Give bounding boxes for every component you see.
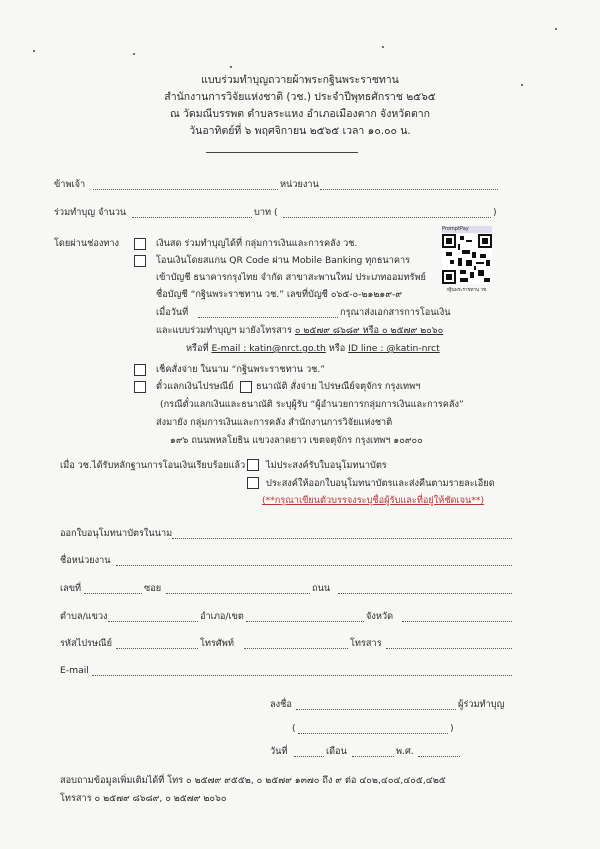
address: ๑๙๖ ถนนพหลโยธิน แขวงลาดยาว เขตจตุจักร กรุงเทพฯ ๑๐๙๐๐	[170, 435, 423, 446]
month-field[interactable]	[352, 746, 394, 757]
qr-caption: กฐินพระราชทาน วช.	[446, 288, 488, 293]
form-venue: ณ วัดมณีบรรพต ตำบลระแหง อำเภอเมืองตาก จังหวัดตาก	[169, 108, 431, 120]
send-to: ส่งมายัง กลุ่มการเงินและการคลัง สำนักงานการวิจัยแห่งชาติ	[156, 417, 393, 428]
scan-speck	[133, 53, 135, 55]
cheque-option: เช็คสั่งจ่าย ในนาม “กฐินพระราชทาน วช.”	[156, 364, 326, 375]
receipt-label: เมื่อ วช.ได้รับหลักฐานการโอนเงินเรียบร้อยแล้ว	[60, 460, 246, 471]
fax-field-label: โทรสาร	[350, 638, 382, 649]
header-divider	[206, 152, 358, 153]
soi-label: ซอย	[144, 583, 162, 594]
subdistrict-field[interactable]	[108, 611, 198, 622]
account-name: ชื่อบัญชี “กฐินพระราชทาน วช.” เลขที่บัญชี	[156, 289, 328, 300]
soi-field[interactable]	[166, 583, 310, 594]
phone-field[interactable]	[244, 638, 348, 649]
transfer-checkbox[interactable]	[134, 255, 146, 267]
transfer-line-1: โอนเงินโดยสแกน QR Code ผ่าน Mobile Banking ทุกธนาคาร	[156, 255, 411, 266]
no-receipt-option: ไม่ประสงค์รับใบอนุโมทนาบัตร	[266, 460, 387, 471]
name-field[interactable]	[93, 179, 278, 190]
form-datetime: วันอาทิตย์ที่ ๖ พฤศจิกายน ๒๕๖๕ เวลา ๑๐.๐๐ น.	[189, 125, 411, 137]
channel-label: โดยผ่านช่องทาง	[54, 238, 120, 249]
agency-name-label: ชื่อหน่วยงาน	[60, 555, 111, 566]
receipt-note: (**กรุณาเขียนตัวบรรจงระบุชื่อผู้รับและที่อยู่ให้ชัดเจน**)	[262, 495, 485, 506]
form-title: แบบร่วมทำบุญถวายผ้าพระกฐินพระราชทาน	[201, 74, 399, 86]
no-receipt-checkbox[interactable]	[247, 459, 259, 471]
road-label: ถนน	[312, 583, 331, 594]
issue-name-field[interactable]	[172, 528, 512, 539]
cheque-checkbox[interactable]	[134, 364, 146, 376]
promptpay-label: PromptPay	[442, 226, 492, 233]
transfer-date-label: เมื่อวันที่	[156, 307, 189, 318]
scan-speck	[382, 46, 384, 48]
want-receipt-checkbox[interactable]	[247, 477, 259, 489]
money-order-checkbox[interactable]	[240, 381, 252, 393]
postal-order-checkbox[interactable]	[134, 381, 146, 393]
email-label: E-mail	[60, 665, 89, 676]
baht-close: )	[493, 207, 497, 218]
line-id-link[interactable]: ID line : @katin-nrct	[348, 343, 440, 354]
paren-open: (	[292, 723, 296, 734]
footer-fax: โทรสาร ๐ ๒๕๗๙ ๘๖๘๙, ๐ ๒๕๗๙ ๒๐๖๐	[60, 793, 227, 804]
qr-pattern	[442, 234, 492, 284]
postal-order-option: ตั๋วแลกเงินไปรษณีย์	[156, 381, 234, 392]
fax-line	[156, 325, 443, 337]
scan-speck	[230, 66, 232, 68]
fax-field[interactable]	[386, 638, 512, 649]
email-field[interactable]	[92, 665, 512, 676]
transfer-line-2: เข้าบัญชี ธนาคารกรุงไทย จำกัด สาขาสะพานใหม่ ประเภทออมทรัพย์	[156, 272, 426, 283]
transfer-date-field[interactable]	[198, 307, 338, 318]
scan-speck	[33, 50, 35, 52]
email-link[interactable]: E-mail : katin@nrct.go.th	[211, 343, 326, 354]
signature-field[interactable]	[296, 699, 456, 710]
sign-label: ลงชื่อ	[270, 699, 292, 710]
line-prefix: หรือ	[328, 343, 346, 354]
postcode-label: รหัสไปรษณีย์	[60, 638, 112, 649]
fax-label: และแบบร่วมทำบุญฯ มายังโทรสาร	[156, 325, 292, 336]
house-no-label: เลขที่	[60, 583, 82, 594]
form-organization: สำนักงานการวิจัยแห่งชาติ (วช.) ประจำปีพุทธศักราช ๒๕๖๕	[164, 91, 436, 103]
date-label: วันที่	[270, 746, 288, 757]
road-field[interactable]	[338, 583, 512, 594]
cash-checkbox[interactable]	[134, 238, 146, 250]
year-label: พ.ศ.	[396, 746, 414, 757]
account-number: ๐๖๕-๐-๒๑๒๑๙-๙	[330, 289, 403, 300]
province-field[interactable]	[402, 611, 512, 622]
date-field[interactable]	[294, 746, 324, 757]
want-receipt-option: ประสงค์ให้ออกใบอนุโมทนาบัตรและส่งคืนตามรายละเอียด	[266, 478, 495, 489]
fax-number: ๐ ๒๕๗๙ ๘๖๘๙ หรือ ๐ ๒๕๗๙ ๒๐๖๐	[294, 325, 444, 336]
agency-label: หน่วยงาน	[280, 179, 319, 190]
postal-note: (กรณีตั๋วแลกเงินและธนาณัติ ระบุผู้รับ “ผู้อำนวยการกลุ่มการเงินและการคลัง”	[160, 399, 464, 410]
contact-line	[186, 343, 440, 355]
subdistrict-label: ตำบล/แขวง	[60, 611, 108, 622]
cash-option: เงินสด ร่วมทำบุญได้ที่ กลุ่มการเงินและการคลัง วช.	[156, 238, 358, 249]
money-order-option: ธนาณัติ สั่งจ่าย ไปรษณีย์จตุจักร กรุงเทพฯ	[256, 381, 421, 392]
issue-name-label: ออกใบอนุโมทนาบัตรในนาม	[60, 528, 173, 539]
donate-amount-label: ร่วมทำบุญ จำนวน	[54, 207, 127, 218]
agency-field[interactable]	[320, 179, 498, 190]
year-field[interactable]	[418, 746, 460, 757]
email-prefix: หรือที่	[186, 343, 209, 354]
transfer-line-3	[156, 289, 402, 301]
amount-field[interactable]	[132, 207, 252, 218]
footer-contact: สอบถามข้อมูลเพิ่มเติมได้ที่ โทร ๐ ๒๕๗๙ ๙๕๕๒, ๐ ๒๕๗๙ ๑๓๗๐ ถึง ๙ ต่อ ๔๐๒,๔๐๔,๔๐๕,๔๒๕	[60, 775, 446, 786]
scan-speck	[555, 28, 557, 30]
donor-label: ผู้ร่วมทำบุญ	[458, 699, 505, 710]
district-field[interactable]	[246, 611, 364, 622]
baht-label: บาท (	[254, 207, 278, 218]
province-label: จังหวัด	[366, 611, 394, 622]
district-label: อำเภอ/เขต	[200, 611, 244, 622]
phone-label: โทรศัพท์	[200, 638, 234, 649]
printed-name-field[interactable]	[298, 723, 448, 734]
send-document-note: กรุณาส่งเอกสารการโอนเงิน	[340, 307, 451, 318]
name-label: ข้าพเจ้า	[54, 179, 86, 190]
postcode-field[interactable]	[116, 638, 198, 649]
house-no-field[interactable]	[84, 583, 142, 594]
amount-words-field[interactable]	[283, 207, 491, 218]
paren-close: )	[450, 723, 454, 734]
month-label: เดือน	[326, 746, 347, 757]
qr-code-icon	[442, 226, 492, 293]
agency-name-field[interactable]	[116, 555, 512, 566]
